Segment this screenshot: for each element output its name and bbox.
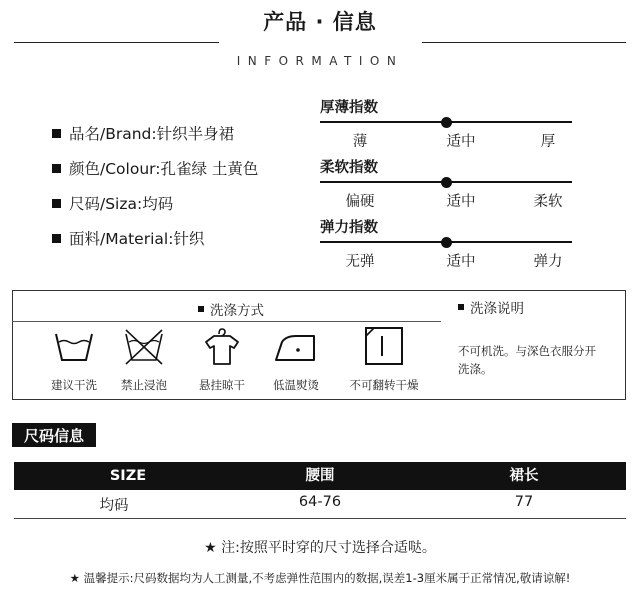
spec-size	[52, 192, 173, 214]
size-table-header	[14, 462, 626, 490]
spec-material	[52, 227, 204, 249]
wash-icon-label: 低温熨烫	[273, 378, 319, 392]
divider	[14, 42, 219, 43]
thickness-scale-title: 厚薄指数	[320, 100, 378, 116]
elasticity-scale-title: 弹力指数	[320, 220, 378, 236]
thickness-scale-marker	[441, 117, 452, 128]
scale-label: 无弹	[345, 254, 375, 270]
spec-label: 尺码/Siza:均码	[69, 195, 174, 213]
hang-dry-icon	[200, 326, 244, 366]
softness-scale-marker	[441, 177, 452, 188]
wash-notes-text: 不可机洗。与深色衣服分开 洗涤。	[458, 344, 596, 376]
scale-label: 适中	[446, 194, 476, 210]
elasticity-scale-marker	[441, 237, 452, 248]
low-iron-icon	[274, 326, 318, 366]
divider	[12, 321, 441, 322]
scale-label: 弹力	[533, 254, 563, 270]
bullet-square-icon	[52, 234, 61, 243]
wash-notes-heading: 洗涤说明	[458, 297, 524, 317]
page-title: 产品 · 信息	[263, 10, 377, 34]
spec-label: 品名/Brand:针织半身裙	[69, 125, 235, 143]
scale-label: 薄	[352, 134, 368, 150]
wash-icon-label: 悬挂晾干	[199, 378, 245, 392]
spec-label: 面料/Material:针织	[69, 230, 205, 248]
table-cell: 均码	[99, 498, 129, 514]
softness-scale-title: 柔软指数	[320, 160, 378, 176]
bullet-square-icon	[52, 164, 61, 173]
bullet-square-icon	[198, 306, 204, 312]
table-header-cell: 裙长	[509, 468, 539, 484]
spec-brand	[52, 122, 234, 144]
wash-method-heading: 洗涤方式	[198, 299, 264, 319]
bullet-square-icon	[458, 304, 464, 310]
fit-note: ★ 注:按照平时穿的尺寸选择合适哒。	[204, 540, 436, 556]
size-info-tag: 尺码信息	[12, 423, 96, 447]
spec-colour	[52, 157, 258, 179]
table-header-cell: 腰围	[305, 468, 335, 484]
spec-label: 颜色/Colour:孔雀绿 土黄色	[69, 160, 259, 178]
page-subtitle: INFORMATION	[236, 54, 404, 68]
wash-icon-label: 禁止浸泡	[121, 378, 167, 392]
bullet-square-icon	[52, 129, 61, 138]
no-soak-icon	[122, 326, 166, 366]
wash-icon-label: 不可翻转干燥	[349, 378, 419, 392]
no-tumble-dry-icon	[362, 326, 406, 366]
scale-label: 柔软	[533, 194, 563, 210]
divider	[14, 518, 626, 519]
wash-icon-label: 建议干洗	[51, 378, 97, 392]
scale-label: 适中	[446, 134, 476, 150]
table-cell: 64-76	[298, 494, 342, 510]
table-header-cell: SIZE	[109, 468, 147, 484]
divider	[422, 42, 626, 43]
scale-label: 厚	[540, 134, 556, 150]
measurement-note: ★ 温馨提示:尺码数据均为人工测量,不考虑弹性范围内的数据,误差1-3厘米属于正常情况,敬请谅解!	[69, 571, 571, 585]
scale-label: 偏硬	[345, 194, 375, 210]
hand-wash-tub-icon	[52, 326, 96, 366]
scale-label: 适中	[446, 254, 476, 270]
bullet-square-icon	[52, 199, 61, 208]
table-cell: 77	[514, 494, 534, 510]
